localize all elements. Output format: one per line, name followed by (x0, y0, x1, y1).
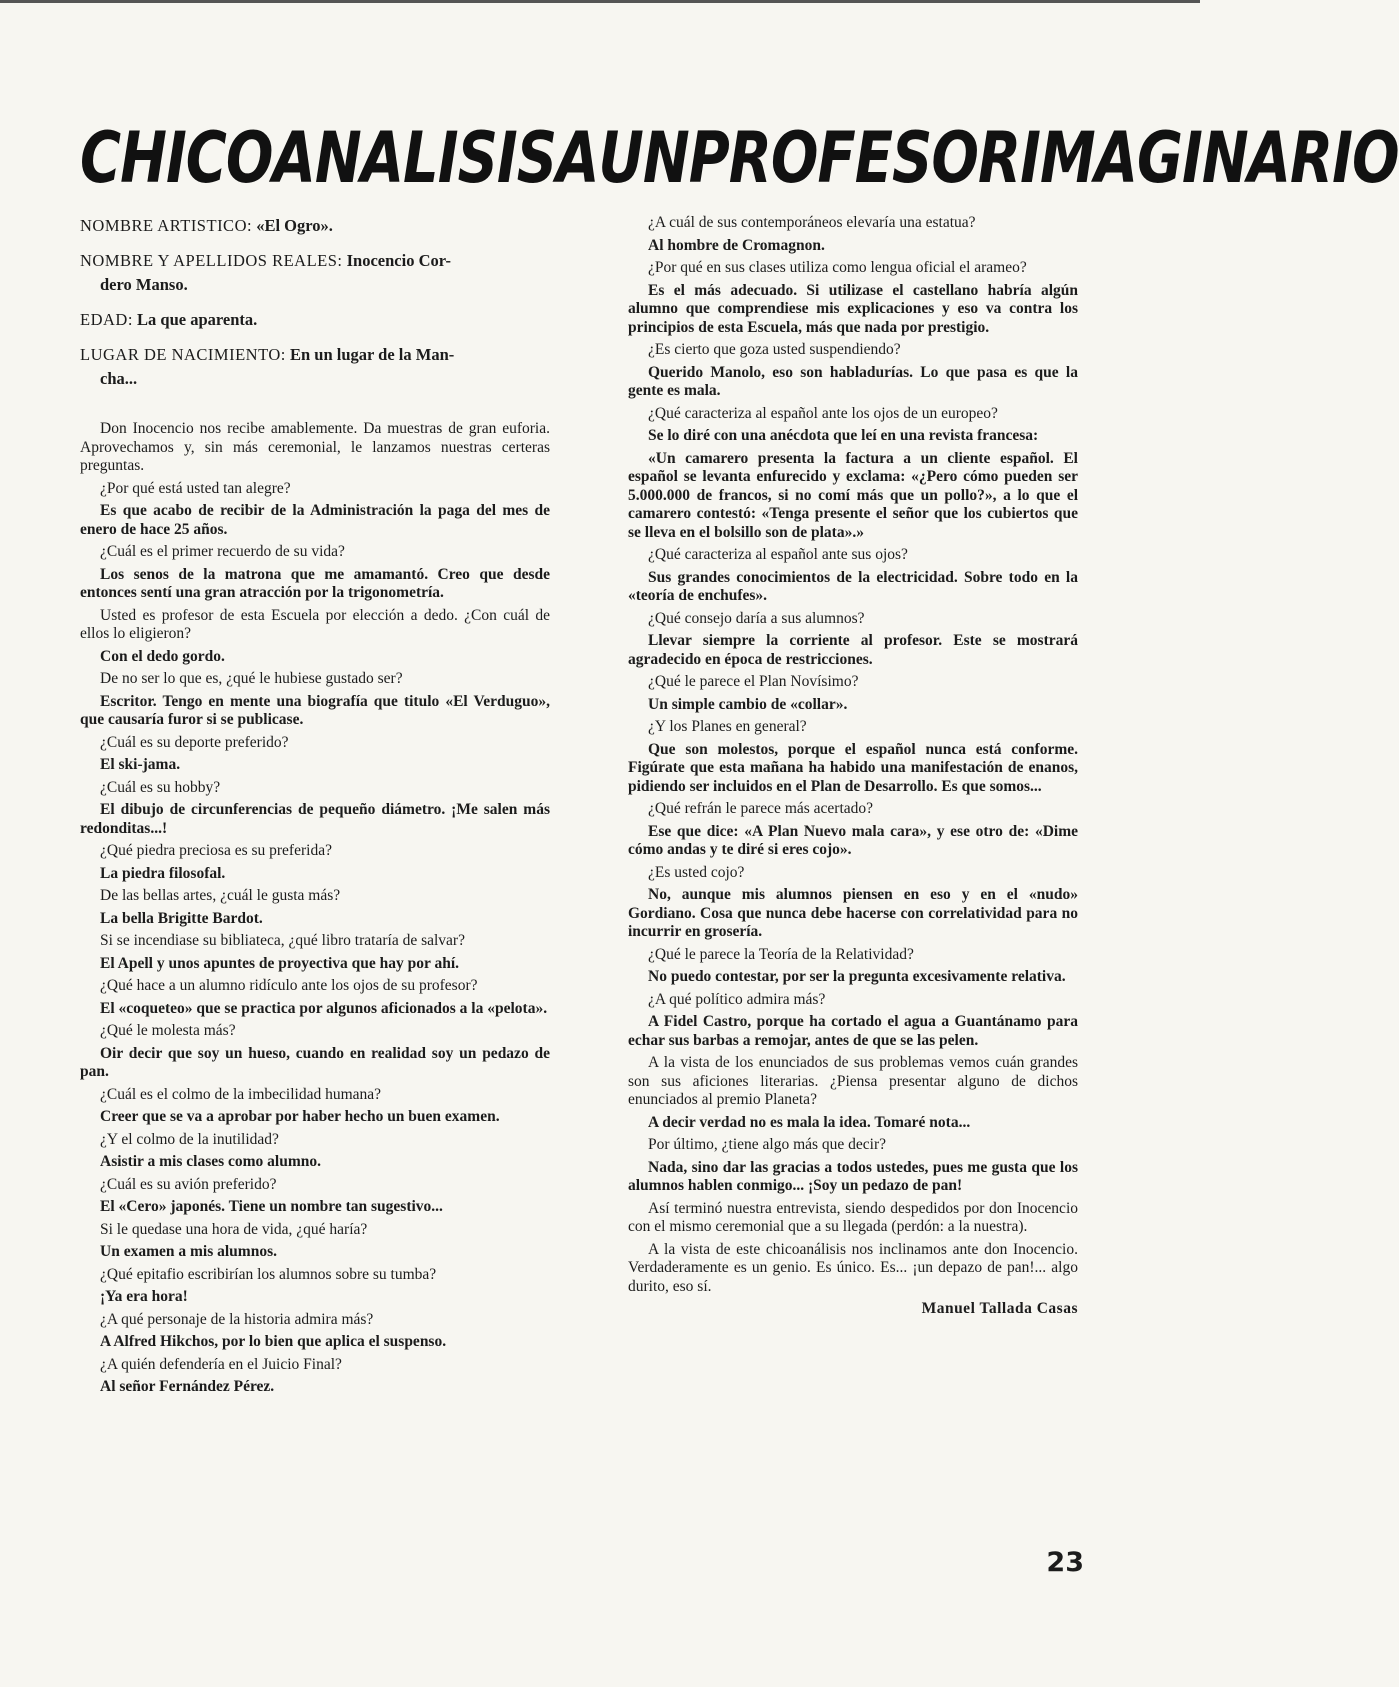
question-paragraph: ¿Qué le parece la Teoría de la Relatividad? (648, 945, 914, 963)
question-paragraph: ¿Qué le molesta más? (100, 1022, 236, 1039)
question-paragraph: ¿Qué caracteriza al español ante sus ojos? (648, 546, 908, 563)
question-paragraph: ¿A cuál de sus contemporáneos elevaría una estatua? (648, 214, 976, 231)
profile-field (80, 308, 550, 332)
profile-field (80, 343, 550, 391)
answer-paragraph: No puedo contestar, por ser la pregunta excesivamente relativa. (648, 968, 1066, 985)
question-paragraph: Si se incendiase su bibliateca, ¿qué libro trataría de salvar? (100, 932, 465, 949)
answer-paragraph: Al hombre de Cromagnon. (648, 236, 825, 254)
field-label: EDAD: (80, 310, 133, 329)
question-paragraph: ¿Qué refrán le parece más acertado? (648, 800, 874, 817)
answer-paragraph: Los senos de la matrona que me amamantó. Creo que desde entonces sentí una gran atracción por la trigonometría. (80, 565, 550, 601)
answer-paragraph: El «coqueteo» que se practica por algunos aficionados a la «pelota». (100, 999, 548, 1017)
answer-paragraph: A Alfred Hikchos, por lo bien que aplica el suspenso. (100, 1333, 447, 1350)
answer-paragraph: A Fidel Castro, porque ha cortado el agua a Guantánamo para echar sus barbas a remojar, antes de que se las pelen. (628, 1013, 1078, 1049)
question-paragraph: Así terminó nuestra entrevista, siendo despedidos por don Inocencio con el mismo ceremonial que a su llegada (perdón: a la nuestra). (628, 1199, 1078, 1235)
profile-fields (80, 214, 550, 391)
question-paragraph: ¿Qué epitafio escribirían los alumnos sobre su tumba? (100, 1265, 437, 1283)
answer-paragraph: La bella Brigitte Bardot. (100, 909, 263, 927)
answer-paragraph: Creer que se va a aprobar por haber hecho un buen examen. (100, 1108, 500, 1125)
answer-paragraph: El ski-jama. (100, 756, 181, 773)
title-word: PROFESOR (688, 117, 1021, 199)
question-paragraph: ¿A qué personaje de la historia admira más? (100, 1310, 374, 1328)
right-column (628, 214, 1078, 1318)
answer-paragraph: Un simple cambio de «collar». (648, 695, 848, 713)
question-paragraph: ¿Qué hace a un alumno ridículo ante los ojos de su profesor? (100, 977, 478, 994)
field-label: NOMBRE ARTISTICO: (80, 216, 253, 235)
answer-paragraph: Oir decir que soy un hueso, cuando en realidad soy un pedazo de pan. (80, 1044, 550, 1080)
answer-paragraph: La piedra filosofal. (100, 864, 226, 882)
answer-paragraph: Asistir a mis clases como alumno. (100, 1153, 322, 1170)
field-value-cont: dero Manso. (100, 275, 188, 294)
article-title (80, 108, 1399, 208)
author-signature: Manuel Tallada Casas (921, 1300, 1078, 1317)
question-paragraph: Don Inocencio nos recibe amablemente. Da muestras de gran euforia. Aprovechamos y, sin más ceremonial, le lanzamos nuestras certeras preguntas. (80, 420, 550, 474)
answer-paragraph: ¡Ya era hora! (100, 1288, 188, 1305)
answer-paragraph: Es que acabo de recibir de la Administración la paga del mes de enero de hace 25 años. (80, 502, 550, 538)
answer-paragraph: Que son molestos, porque el español nunca está conforme. Figúrate que esta mañana ha habido una manifestación de enanos, pidiendo ser incluidos en el Plan de Desarrollo. Es que somos... (628, 740, 1078, 795)
question-paragraph: Si le quedase una hora de vida, ¿qué haría? (100, 1220, 368, 1238)
answer-paragraph: Escritor. Tengo en mente una biografía que titulo «El Verduguo», que causaría furor si se publicase. (80, 692, 550, 728)
field-value: Inocencio Cor- (346, 251, 451, 270)
question-paragraph: ¿Qué consejo daría a sus alumnos? (648, 609, 865, 627)
answer-paragraph: Al señor Fernández Pérez. (100, 1378, 275, 1395)
field-value: «El Ogro». (256, 216, 333, 235)
top-rule (0, 0, 1200, 3)
answer-paragraph: Querido Manolo, eso son habladurías. Lo que pasa es que la gente es mala. (628, 363, 1078, 399)
question-paragraph: ¿Es cierto que goza usted suspendiendo? (648, 341, 901, 358)
title-word: A (556, 117, 599, 199)
question-paragraph: ¿Cuál es el colmo de la imbecilidad humana? (100, 1085, 382, 1103)
answer-paragraph: Sus grandes conocimientos de la electricidad. Sobre todo en la «teoría de enchufes». (628, 568, 1078, 604)
title-word: IMAGINARIO (1020, 117, 1399, 199)
profile-field (80, 214, 550, 238)
title-word: CHICOANALISIS (80, 117, 557, 199)
field-value: En un lugar de la Man- (289, 345, 455, 364)
question-paragraph: Por último, ¿tiene algo más que decir? (648, 1136, 887, 1153)
answer-paragraph: Con el dedo gordo. (100, 647, 225, 665)
question-paragraph: ¿Es usted cojo? (648, 863, 745, 881)
question-paragraph: ¿Cuál es su hobby? (100, 778, 221, 796)
answer-paragraph: El dibujo de circunferencias de pequeño diámetro. ¡Me salen más redonditas...! (80, 801, 550, 837)
answer-paragraph: El «Cero» japonés. Tiene un nombre tan sugestivo... (100, 1198, 443, 1215)
answer-paragraph: El Apell y unos apuntes de proyectiva que hay por ahí. (100, 954, 460, 972)
field-label: LUGAR DE NACIMIENTO: (80, 345, 286, 364)
answer-paragraph: «Un camarero presenta la factura a un cliente español. El español se levanta enfurecido y exclama: «¿Pero cómo pueden ser 5.000.000 de francos, si no comí más que un pollo?», a lo que el camarero contestó: «Tenga presente el señor que los cubiertos que se lleva en el bolsillo son de plata».» (628, 449, 1078, 541)
question-paragraph: ¿Por qué en sus clases utiliza como lengua oficial el arameo? (648, 259, 1027, 276)
field-value-cont: cha... (100, 369, 138, 388)
question-paragraph: ¿Y el colmo de la inutilidad? (100, 1130, 279, 1148)
question-paragraph: ¿Qué le parece el Plan Novísimo? (648, 673, 859, 690)
question-paragraph: ¿A qué político admira más? (648, 990, 826, 1008)
answer-paragraph: No, aunque mis alumnos piensen en eso y en el «nudo» Gordiano. Cosa que nunca debe hacerse con correlatividad para no incurrir en grosería. (628, 886, 1078, 940)
answer-paragraph: Ese que dice: «A Plan Nuevo mala cara», y ese otro de: «Dime cómo andas y te diré si eres cojo». (628, 822, 1078, 858)
question-paragraph: ¿Qué caracteriza al español ante los ojos de un europeo? (648, 404, 998, 422)
profile-field (80, 249, 550, 297)
answer-paragraph: Nada, sino dar las gracias a todos ustedes, pues me gusta que los alumnos hablen conmigo... ¡Soy un pedazo de pan! (628, 1158, 1078, 1194)
question-paragraph: ¿Cuál es el primer recuerdo de su vida? (100, 543, 345, 560)
question-paragraph: ¿Por qué está usted tan alegre? (100, 479, 291, 497)
question-paragraph: De no ser lo que es, ¿qué le hubiese gustado ser? (100, 670, 403, 687)
answer-paragraph: Un examen a mis alumnos. (100, 1243, 277, 1260)
page-number: 23 (1046, 1547, 1084, 1578)
question-paragraph: ¿Qué piedra preciosa es su preferida? (100, 842, 332, 859)
question-paragraph: ¿Cuál es su deporte preferido? (100, 733, 289, 751)
left-column (80, 214, 550, 1397)
question-paragraph: A la vista de este chicoanálisis nos inclinamos ante don Inocencio. Verdaderamente es un genio. Es único. Es... ¡un depazo de pan!... algo durito, eso sí. (628, 1240, 1078, 1295)
question-paragraph: ¿Cuál es su avión preferido? (100, 1175, 277, 1193)
question-paragraph: ¿A quién defendería en el Juicio Final? (100, 1355, 342, 1373)
interview-right (628, 214, 1078, 1296)
question-paragraph: ¿Y los Planes en general? (648, 718, 807, 735)
interview-left (80, 420, 550, 1397)
answer-paragraph: Es el más adecuado. Si utilizase el castellano habría algún alumno que comprendiese mis explicaciones y eso va contra los principios de esta Escuela, más que nada por prestigio. (628, 281, 1078, 336)
title-word: UN (598, 117, 689, 199)
field-label: NOMBRE Y APELLIDOS REALES: (80, 251, 343, 270)
answer-paragraph: Se lo diré con una anécdota que leí en una revista francesa: (648, 427, 1039, 444)
question-paragraph: A la vista de los enunciados de sus problemas vemos cuán grandes son sus aficiones literarias. ¿Piensa presentar alguno de dichos enunciados al premio Planeta? (628, 1054, 1078, 1108)
question-paragraph: Usted es profesor de esta Escuela por elección a dedo. ¿Con cuál de ellos lo eligieron? (80, 606, 550, 642)
answer-paragraph: Llevar siempre la corriente al profesor. Este se mostrará agradecido en época de restricciones. (628, 632, 1078, 668)
answer-paragraph: A decir verdad no es mala la idea. Tomaré nota... (648, 1113, 971, 1131)
field-value: La que aparenta. (137, 310, 258, 329)
question-paragraph: De las bellas artes, ¿cuál le gusta más? (100, 887, 341, 904)
